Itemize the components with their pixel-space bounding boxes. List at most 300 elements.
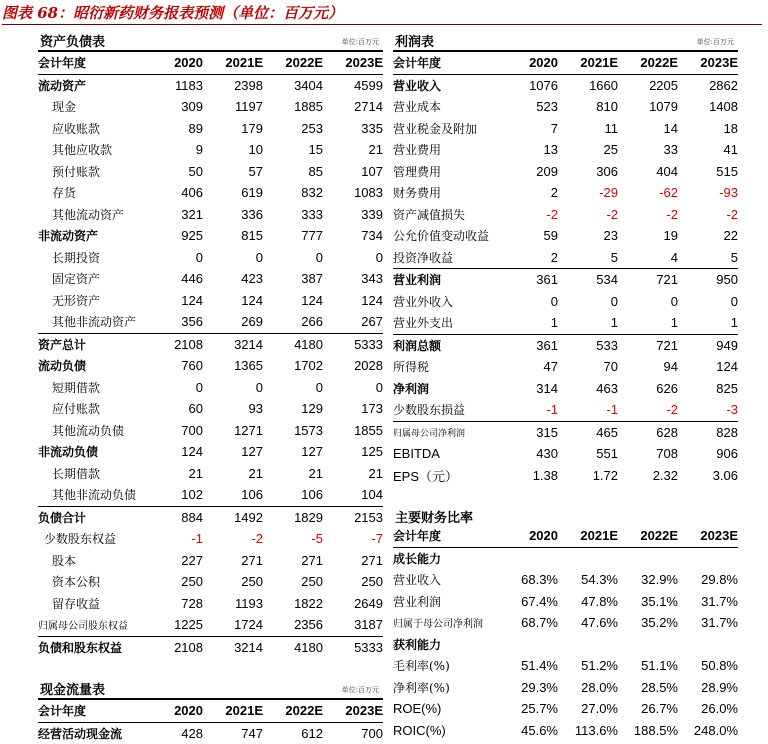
income-statement-cell: 626 [656,380,678,396]
balance-sheet-row-label: 流动负债 [38,359,87,374]
cash-flow-header-year: 2020 [148,700,203,722]
income-statement-cell: 1 [670,315,678,331]
ratios-cell: 32.9% [641,572,678,588]
income-statement-cell: 523 [536,99,558,115]
ratios-cell: 29.8% [701,572,738,588]
balance-sheet-cell: 1822 [294,595,323,611]
balance-sheet-cell: 815 [241,228,263,244]
ratios-row-label: 营业收入 [393,573,442,588]
income-statement-cell: -29 [599,185,618,201]
income-statement-row-label: 营业成本 [393,100,442,115]
income-statement-row [393,443,738,465]
income-statement-cell: 361 [503,334,558,356]
balance-sheet-cell: 21 [308,465,323,481]
ratios-cell [503,634,558,656]
balance-sheet-cell: 1724 [234,617,263,633]
balance-sheet-row-label: 长期投资 [52,250,101,265]
income-statement-row-label: 净利润 [393,381,430,396]
income-statement-cell: 0 [550,293,558,309]
balance-sheet-row-label: 资本公积 [52,575,101,590]
ratios-header-label: 会计年度 [393,525,503,547]
income-statement-cell: 23 [603,228,618,244]
income-statement-row [393,291,738,313]
balance-sheet-cell: 179 [241,120,263,136]
balance-sheet-row [38,377,383,399]
balance-sheet-cell: 5333 [323,636,383,658]
balance-sheet-cell: 93 [248,401,263,417]
balance-sheet-cell: 2714 [354,99,383,115]
balance-sheet-panel [38,29,383,658]
balance-sheet-cell: 335 [361,120,383,136]
income-statement-unit: 单位:百万元 [696,38,734,46]
balance-sheet-cell: 1829 [263,506,323,528]
ratios-header-row [393,525,738,547]
balance-sheet-row-label: 其他流动资产 [52,207,125,222]
ratios-cell: 50.8% [701,658,738,674]
balance-sheet-cell: 2649 [354,595,383,611]
income-statement-cell: 2 [550,185,558,201]
balance-sheet-cell: 2398 [234,77,263,93]
balance-sheet-cell: 1492 [203,506,263,528]
figure-title: 图表 68：昭衍新药财务报表预测（单位：百万元） [2,2,762,25]
balance-sheet-header-year: 2022E [263,52,323,74]
ratios-row-label: ROIC(%) [393,722,446,738]
balance-sheet-cell: 387 [301,271,323,287]
ratios-cell: 51.4% [521,658,558,674]
ratios-cell: 31.7% [701,615,738,631]
income-statement-cell: 825 [716,380,738,396]
income-statement-cell: 3.06 [712,467,738,483]
balance-sheet-cell: 102 [181,487,203,503]
balance-sheet-row [38,398,383,420]
income-statement-cell: 1 [550,315,558,331]
income-statement-row-label: 资产减值损失 [393,207,466,222]
balance-sheet-row [38,355,383,377]
income-statement-row [393,421,738,443]
balance-sheet-cell: 124 [361,292,383,308]
balance-sheet-row-label: 非流动资产 [38,229,99,244]
balance-sheet-cell: 1365 [234,358,263,374]
balance-sheet-cell: 356 [181,314,203,330]
income-statement-header-year: 2021E [558,52,618,74]
balance-sheet-row [38,290,383,312]
ratios-cell [503,547,558,569]
income-statement-header-label: 会计年度 [393,52,503,74]
income-statement-cell: 306 [596,163,618,179]
balance-sheet-cell: 0 [255,249,263,265]
balance-sheet-cell: 127 [241,444,263,460]
income-statement-cell: 0 [610,293,618,309]
ratios-row [393,634,738,656]
balance-sheet-cell: 832 [301,185,323,201]
income-statement-cell: 4 [670,249,678,265]
balance-sheet-cell: 173 [361,401,383,417]
income-statement-cell: 463 [596,380,618,396]
income-statement-cell: 47 [543,359,558,375]
ratios-cell: 31.7% [701,593,738,609]
ratios-title: 主要财务比率 [395,511,474,526]
balance-sheet-row [38,420,383,442]
balance-sheet-row [38,204,383,226]
income-statement-cell: 906 [716,446,738,462]
cash-flow-panel [38,677,383,744]
balance-sheet-cell: -5 [311,531,323,547]
balance-sheet-cell: 336 [241,206,263,222]
balance-sheet-cell: 423 [241,271,263,287]
income-statement-row-label: 管理费用 [393,164,442,179]
balance-sheet-row-label: 短期借款 [52,380,101,395]
ratios-header-year: 2020 [503,525,558,547]
balance-sheet-row-label: 长期借款 [52,466,101,481]
balance-sheet-cell: 60 [188,401,203,417]
income-statement-cell: 1 [610,315,618,331]
balance-sheet-cell: 269 [241,314,263,330]
ratios-panel [393,505,738,741]
balance-sheet-cell: 2153 [323,506,383,528]
balance-sheet-row-label: 负债和股东权益 [38,636,148,658]
income-statement-row-label: 归属母公司净利润 [393,421,503,443]
balance-sheet-cell: 760 [181,358,203,374]
ratios-cell: 47.8% [581,593,618,609]
income-statement-cell: 721 [618,269,678,291]
income-statement-cell: 59 [543,228,558,244]
balance-sheet-cell: 884 [148,506,203,528]
balance-sheet-cell: 2356 [294,617,323,633]
balance-sheet-cell: 700 [181,422,203,438]
balance-sheet-cell: 1225 [174,617,203,633]
balance-sheet-cell: 124 [181,292,203,308]
income-statement-cell: 7 [550,120,558,136]
balance-sheet-row [38,593,383,615]
balance-sheet-cell: 107 [361,163,383,179]
cash-flow-cell: 612 [301,725,323,741]
balance-sheet-header-year: 2023E [323,52,383,74]
ratios-row [393,720,738,742]
balance-sheet-cell: 106 [301,487,323,503]
income-statement-cell: 2.32 [652,467,678,483]
ratios-cell [678,634,738,656]
balance-sheet-row [38,550,383,572]
balance-sheet-cell: 1197 [235,99,263,115]
balance-sheet-cell: 343 [361,271,383,287]
income-statement-row [393,378,738,400]
balance-sheet-cell: 104 [361,487,383,503]
ratios-cell: 45.6% [521,722,558,738]
income-statement-cell: 5 [610,249,618,265]
ratios-row-label: 营业利润 [393,594,442,609]
income-statement-row-label: EPS（元） [393,468,459,484]
balance-sheet-cell: 125 [361,444,383,460]
income-statement-cell: 534 [558,269,618,291]
income-statement-title: 利润表 [395,35,435,50]
income-statement-cell: 1408 [709,99,738,115]
balance-sheet-row-label: 存货 [52,186,77,201]
balance-sheet-cell: -7 [371,531,383,547]
balance-sheet-cell: 3214 [203,333,263,355]
income-statement-cell: -2 [606,206,618,222]
balance-sheet-cell: 1855 [354,422,383,438]
income-statement-row [393,465,738,487]
ratios-cell: 54.3% [581,572,618,588]
income-statement-row [393,247,738,269]
balance-sheet-cell: 4599 [354,77,383,93]
income-statement-cell: 1.72 [592,467,618,483]
income-statement-cell: 314 [536,380,558,396]
ratios-cell: 35.1% [641,593,678,609]
ratios-cell: 113.6% [574,722,618,738]
ratios-row-label: 毛利率(%) [393,659,450,674]
balance-sheet-row [38,74,383,96]
balance-sheet-cell: 777 [301,228,323,244]
balance-sheet-row [38,268,383,290]
balance-sheet-cell: 89 [188,120,203,136]
balance-sheet-cell: 1573 [294,422,323,438]
ratios-row [393,655,738,677]
balance-sheet-cell: 309 [181,99,203,115]
ratios-header-year: 2023E [678,525,738,547]
ratios-cell: 248.0% [693,722,738,738]
income-statement-cell: 25 [603,142,618,158]
income-statement-row-label: 营业外支出 [393,316,454,331]
income-statement-row-label: 少数股东损益 [393,403,466,418]
ratios-header [393,505,738,525]
income-statement-cell: -62 [659,185,678,201]
ratios-cell: 67.4% [521,593,558,609]
cash-flow-cell: 700 [361,725,383,741]
balance-sheet-row-label: 负债合计 [38,506,148,528]
balance-sheet-unit: 单位:百万元 [341,38,379,46]
ratios-cell [558,634,618,656]
balance-sheet-cell: 4180 [263,333,323,355]
balance-sheet-header-year: 2020 [148,52,203,74]
balance-sheet-cell: 0 [315,379,323,395]
cash-flow-table [38,700,383,744]
ratios-cell: 68.7% [521,615,558,631]
balance-sheet-row-label: 无形资产 [52,293,101,308]
balance-sheet-cell: 333 [301,206,323,222]
balance-sheet-row-label: 少数股东权益 [44,532,117,547]
balance-sheet-title: 资产负债表 [40,35,106,50]
balance-sheet-cell: 1183 [175,77,203,93]
balance-sheet-row-label: 预付账款 [52,164,101,179]
balance-sheet-cell: 0 [375,249,383,265]
income-statement-header [393,29,738,52]
income-statement-cell: 628 [618,421,678,443]
balance-sheet-cell: 734 [361,228,383,244]
income-statement-row [393,334,738,356]
income-statement-row-label: 营业利润 [393,269,503,291]
income-statement-cell: 0 [670,293,678,309]
cash-flow-header-year: 2021E [203,700,263,722]
income-statement-cell: 950 [678,269,738,291]
cash-flow-header-label: 会计年度 [38,700,148,722]
balance-sheet-cell: 0 [255,379,263,395]
balance-sheet-cell: 2028 [354,358,383,374]
balance-sheet-table [38,52,383,658]
income-statement-row [393,74,738,96]
balance-sheet-row-label: 资产总计 [38,333,148,355]
ratios-table [393,525,738,741]
balance-sheet-row-label: 流动资产 [38,78,87,93]
ratios-row-label: 获利能力 [393,637,442,652]
balance-sheet-row [38,118,383,140]
income-statement-cell: 404 [656,163,678,179]
balance-sheet-cell: 4180 [263,636,323,658]
balance-sheet-row [38,139,383,161]
balance-sheet-cell: 0 [315,249,323,265]
balance-sheet-cell: 406 [181,185,203,201]
income-statement-cell: 1 [730,315,738,331]
balance-sheet-cell: 9 [195,142,203,158]
balance-sheet-cell: 57 [248,163,263,179]
income-statement-row-label: 利润总额 [393,334,503,356]
balance-sheet-cell: 267 [361,314,383,330]
income-statement-row-label: 公允价值变动收益 [393,229,490,244]
cash-flow-row-label: 经营活动现金流 [38,726,123,741]
ratios-row [393,569,738,591]
balance-sheet-header [38,29,383,52]
balance-sheet-row [38,463,383,485]
cash-flow-row [38,722,383,744]
balance-sheet-cell: 250 [241,574,263,590]
income-statement-cell: 1.38 [532,467,558,483]
balance-sheet-cell: 50 [188,163,203,179]
income-statement-row [393,161,738,183]
income-statement-cell: 14 [663,120,678,136]
balance-sheet-cell: 10 [248,142,263,158]
balance-sheet-cell: 124 [241,292,263,308]
balance-sheet-cell: 250 [361,574,383,590]
ratios-row [393,612,738,634]
balance-sheet-cell: 1083 [354,185,383,201]
balance-sheet-row-label: 股本 [52,553,77,568]
income-statement-cell: 94 [663,359,678,375]
income-statement-cell: 949 [678,334,738,356]
income-statement-cell: 430 [536,446,558,462]
ratios-cell: 35.2% [641,615,678,631]
balance-sheet-row-label: 其他非流动负债 [52,488,137,503]
income-statement-cell: 361 [503,269,558,291]
income-statement-cell: 810 [596,99,618,115]
balance-sheet-cell: 0 [195,249,203,265]
income-statement-cell: 551 [596,446,618,462]
balance-sheet-cell: 129 [301,401,323,417]
balance-sheet-row [38,333,383,355]
ratios-header-year: 2022E [618,525,678,547]
ratios-row-label: 归属于母公司净利润 [393,619,483,631]
cash-flow-header-year: 2022E [263,700,323,722]
income-statement-cell: 721 [618,334,678,356]
balance-sheet-cell: 925 [181,228,203,244]
ratios-cell: 28.0% [581,679,618,695]
income-statement-cell: 22 [723,228,738,244]
ratios-cell [558,547,618,569]
income-statement-cell: 315 [503,421,558,443]
balance-sheet-row [38,484,383,506]
income-statement-cell: -2 [666,206,678,222]
balance-sheet-cell: 728 [181,595,203,611]
income-statement-cell: 515 [716,163,738,179]
income-statement-row [393,399,738,421]
ratios-row-label: 成长能力 [393,551,442,566]
income-statement-header-year: 2022E [618,52,678,74]
income-statement-cell: 1660 [589,77,618,93]
balance-sheet-row [38,614,383,636]
balance-sheet-cell: 21 [368,465,383,481]
income-statement-cell: -1 [546,402,558,418]
balance-sheet-row [38,225,383,247]
income-statement-cell: 13 [543,142,558,158]
income-statement-cell: 18 [723,120,738,136]
income-statement-table [393,52,738,486]
balance-sheet-row-label: 应收账款 [52,121,101,136]
balance-sheet-row-label: 其他应收款 [52,143,113,158]
income-statement-row [393,139,738,161]
ratios-row [393,547,738,569]
balance-sheet-cell: 1702 [294,358,323,374]
balance-sheet-row [38,96,383,118]
balance-sheet-cell: 1271 [234,422,263,438]
income-statement-cell: -1 [606,402,618,418]
ratios-cell: 51.2% [581,658,618,674]
balance-sheet-row-label: 应付账款 [52,402,101,417]
income-statement-cell: 2862 [709,77,738,93]
income-statement-panel [393,29,738,486]
balance-sheet-row-label: 归属母公司股东权益 [38,621,128,633]
ratios-row [393,591,738,613]
balance-sheet-cell: 446 [181,271,203,287]
ratios-cell: 68.3% [521,572,558,588]
ratios-cell: 27.0% [581,701,618,717]
ratios-cell: 26.0% [701,701,738,717]
income-statement-header-year: 2020 [503,52,558,74]
balance-sheet-cell: -1 [191,531,203,547]
balance-sheet-row [38,571,383,593]
ratios-cell: 26.7% [641,701,678,717]
income-statement-cell: 2205 [649,77,678,93]
balance-sheet-cell: 3404 [294,77,323,93]
income-statement-cell: 465 [558,421,618,443]
balance-sheet-cell: 619 [241,185,263,201]
income-statement-row [393,204,738,226]
income-statement-cell: 828 [678,421,738,443]
income-statement-cell: 41 [723,142,738,158]
income-statement-cell: 70 [603,359,618,375]
balance-sheet-cell: 321 [181,206,203,222]
income-statement-cell: 0 [730,293,738,309]
cash-flow-unit: 单位:百万元 [341,686,379,694]
balance-sheet-row [38,636,383,658]
balance-sheet-cell: 5333 [323,333,383,355]
balance-sheet-cell: 271 [301,552,323,568]
income-statement-row [393,356,738,378]
balance-sheet-row [38,182,383,204]
ratios-cell [678,547,738,569]
ratios-cell: 188.5% [633,722,678,738]
balance-sheet-cell: 85 [308,163,323,179]
balance-sheet-row-label: 现金 [52,100,77,115]
cash-flow-header-row [38,700,383,722]
cash-flow-cell: 428 [181,725,203,741]
balance-sheet-cell: 0 [375,379,383,395]
balance-sheet-cell: 21 [248,465,263,481]
income-statement-row-label: 所得税 [393,360,430,375]
income-statement-row-label: 营业外收入 [393,294,454,309]
balance-sheet-row-label: 非流动负债 [38,445,99,460]
income-statement-row-label: 营业收入 [393,78,442,93]
ratios-cell: 47.6% [581,615,618,631]
income-statement-header-year: 2023E [678,52,738,74]
